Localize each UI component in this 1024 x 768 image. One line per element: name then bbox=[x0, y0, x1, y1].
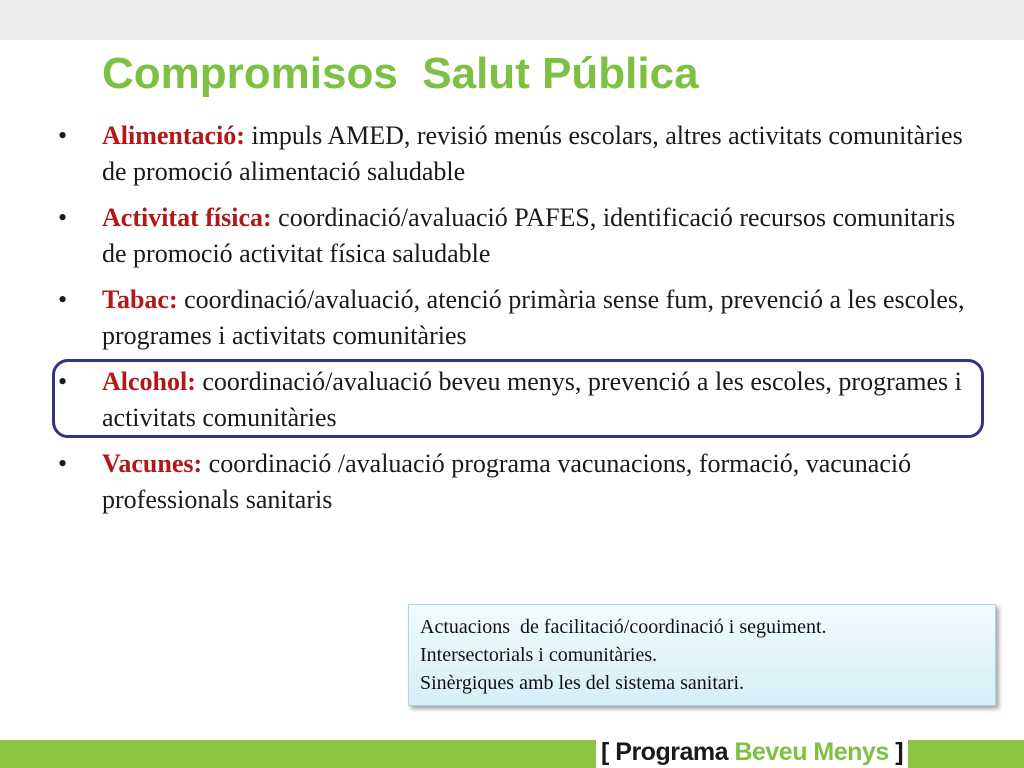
bullet-key: Alcohol: bbox=[102, 367, 196, 396]
brand-open-bracket: [ bbox=[600, 738, 609, 766]
bullet-key: Activitat física: bbox=[102, 203, 272, 232]
slide-title: Compromisos Salut Pública bbox=[102, 49, 699, 98]
brand-part1: Programa bbox=[615, 738, 728, 766]
bullet-key: Vacunes: bbox=[102, 449, 203, 478]
bullet-item-vacunes bbox=[58, 446, 968, 518]
bullet-dot-icon: • bbox=[58, 121, 68, 150]
bullet-key: Alimentació: bbox=[102, 121, 245, 150]
bullet-text: coordinació/avaluació, atenció primària sense fum, prevenció a les escoles, programes i activitats comunitàries bbox=[102, 285, 965, 350]
note-line: Intersectorials i comunitàries. bbox=[420, 644, 658, 666]
note-line: Actuacions de facilitació/coordinació i seguiment. bbox=[420, 616, 827, 638]
bullet-item-alimentacio bbox=[58, 118, 968, 190]
bullet-dot-icon: • bbox=[58, 285, 68, 314]
footer-brand-logo bbox=[596, 737, 908, 768]
bullet-text: impuls AMED, revisió menús escolars, altres activitats comunitàries de promoció alimentació saludable bbox=[102, 121, 963, 186]
top-band bbox=[0, 0, 1024, 40]
brand-part2: Beveu Menys bbox=[734, 738, 889, 766]
bullet-dot-icon: • bbox=[58, 449, 68, 478]
note-line: Sinèrgiques amb les del sistema sanitari. bbox=[420, 672, 745, 694]
bullet-text: coordinació/avaluació PAFES, identificació recursos comunitaris de promoció activitat física saludable bbox=[102, 203, 956, 268]
bullet-key: Tabac: bbox=[102, 285, 178, 314]
bullet-text: coordinació/avaluació beveu menys, prevenció a les escoles, programes i activitats comunitàries bbox=[102, 367, 962, 432]
note-box bbox=[408, 604, 996, 706]
alcohol-highlight-frame bbox=[52, 359, 984, 438]
bullet-text: coordinació /avaluació programa vacunacions, formació, vacunació professionals sanitaris bbox=[102, 449, 912, 514]
bullet-list bbox=[58, 118, 968, 528]
brand-close-bracket: ] bbox=[895, 738, 904, 766]
bullet-dot-icon: • bbox=[58, 203, 68, 232]
bullet-item-tabac bbox=[58, 282, 968, 354]
bullet-item-activitat-fisica bbox=[58, 200, 968, 272]
bullet-dot-icon: • bbox=[58, 367, 68, 396]
